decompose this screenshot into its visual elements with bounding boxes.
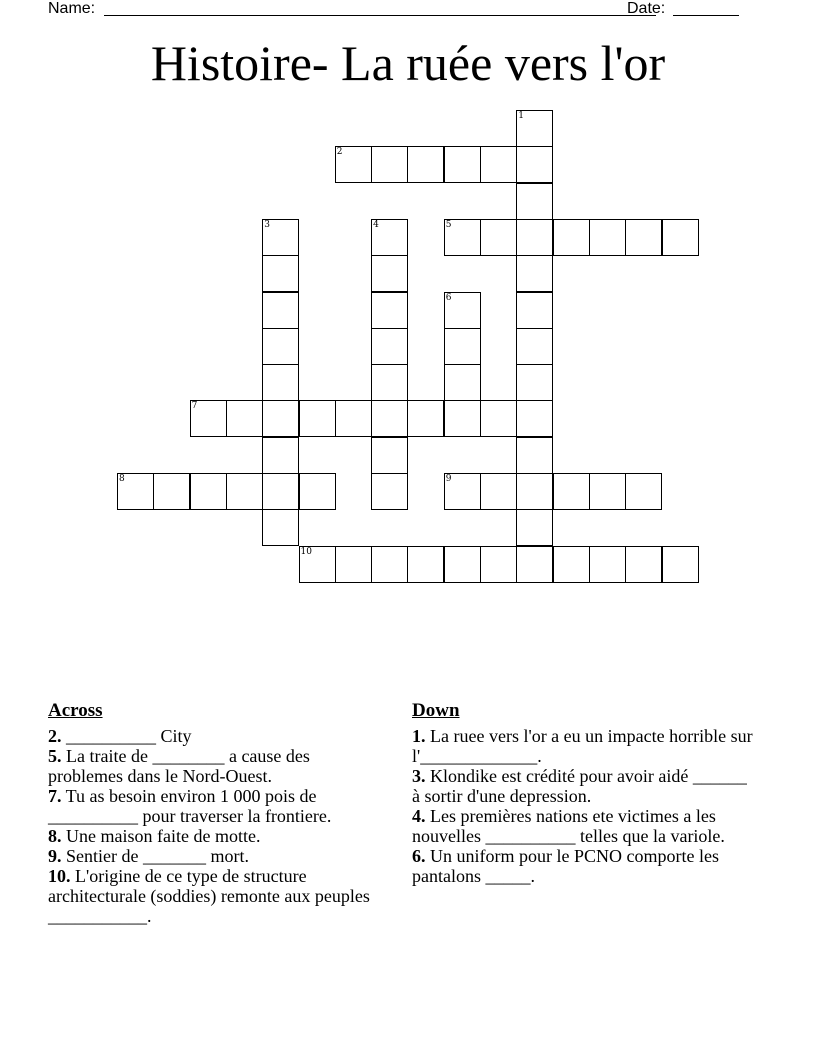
crossword-cell[interactable] xyxy=(262,328,299,365)
crossword-cell[interactable] xyxy=(589,219,626,256)
crossword-cell[interactable] xyxy=(516,146,553,183)
across-clue xyxy=(48,846,388,866)
clue-number: 1. xyxy=(412,726,426,746)
cell-number: 3 xyxy=(264,219,270,230)
cell-number: 1 xyxy=(518,111,525,121)
crossword-cell[interactable] xyxy=(444,546,481,583)
crossword-cell[interactable] xyxy=(480,219,517,256)
across-clue xyxy=(48,746,388,786)
across-clues xyxy=(48,700,388,926)
clue-text: Les premières nations ete victimes a les nouvelles __________ telles que la variole. xyxy=(412,806,725,846)
clue-text: La traite de ________ a cause des problemes dans le Nord-Ouest. xyxy=(48,746,310,786)
clue-number: 9. xyxy=(48,846,62,866)
crossword-cell[interactable] xyxy=(262,292,299,329)
cell-number: 8 xyxy=(119,474,125,484)
crossword-cell[interactable] xyxy=(625,546,662,583)
crossword-cell[interactable] xyxy=(444,292,481,329)
crossword-cell[interactable] xyxy=(153,473,190,510)
crossword-cell[interactable] xyxy=(516,364,553,401)
page-title: Histoire- La ruée vers l'or xyxy=(150,35,666,91)
down-heading: Down xyxy=(412,700,460,721)
cell-number: 10 xyxy=(300,546,312,557)
crossword-cell[interactable] xyxy=(371,400,408,437)
clue-number: 4. xyxy=(412,806,426,826)
crossword-cell[interactable] xyxy=(371,546,408,583)
crossword-cell[interactable] xyxy=(516,473,553,510)
clue-number: 7. xyxy=(48,786,62,806)
crossword-cell[interactable] xyxy=(444,473,481,510)
crossword-cell[interactable] xyxy=(262,509,299,546)
crossword-cell[interactable] xyxy=(625,473,662,510)
cell-number: 9 xyxy=(445,474,452,484)
clue-number: 8. xyxy=(48,826,62,846)
clue-text: __________ City xyxy=(61,726,192,746)
crossword-cell[interactable] xyxy=(516,437,553,474)
clue-number: 2. xyxy=(48,726,62,746)
cell-number: 6 xyxy=(445,292,452,303)
crossword-cell[interactable] xyxy=(299,546,336,583)
name-label: Name: xyxy=(48,0,96,17)
clue-number: 10. xyxy=(48,866,71,886)
clue-number: 3. xyxy=(412,766,426,786)
crossword-cell[interactable] xyxy=(625,219,662,256)
clue-number: 6. xyxy=(412,846,426,866)
crossword-cell[interactable] xyxy=(553,473,590,510)
clue-text: Tu as besoin environ 1 000 pois de __________ pour traverser la frontiere. xyxy=(48,786,332,826)
crossword-cell[interactable] xyxy=(516,219,553,256)
crossword-cell[interactable] xyxy=(444,400,481,437)
crossword-cell[interactable] xyxy=(262,219,299,256)
across-clue xyxy=(48,786,388,826)
crossword-cell[interactable] xyxy=(407,146,444,183)
crossword-cell[interactable] xyxy=(226,400,263,437)
clue-text: Une maison faite de motte. xyxy=(61,826,261,846)
crossword-cell[interactable] xyxy=(516,255,553,292)
crossword-cell[interactable] xyxy=(480,400,517,437)
crossword-cell[interactable] xyxy=(226,473,263,510)
across-heading: Across xyxy=(48,700,103,721)
crossword-cell[interactable] xyxy=(516,328,553,365)
crossword-cell[interactable] xyxy=(190,400,227,437)
cell-number: 4 xyxy=(373,219,379,230)
down-clue xyxy=(412,726,757,766)
crossword-cell[interactable] xyxy=(516,546,553,583)
crossword-cell[interactable] xyxy=(444,328,481,365)
across-clue xyxy=(48,826,388,846)
crossword-cell[interactable] xyxy=(335,400,372,437)
crossword-cell[interactable] xyxy=(371,473,408,510)
crossword-cell[interactable] xyxy=(371,364,408,401)
cell-number: 7 xyxy=(191,401,198,412)
crossword-cell[interactable] xyxy=(335,146,372,183)
cell-number: 2 xyxy=(336,147,343,158)
crossword-cell[interactable] xyxy=(444,364,481,401)
clue-text: L'origine de ce type de structure architecturale (soddies) remonte aux peuples ___________. xyxy=(48,866,370,926)
crossword-cell[interactable] xyxy=(299,400,336,437)
crossword-cell[interactable] xyxy=(589,473,626,510)
clue-number: 5. xyxy=(48,746,62,766)
crossword-cell[interactable] xyxy=(407,400,444,437)
crossword-cell[interactable] xyxy=(299,473,336,510)
crossword-cell[interactable] xyxy=(516,400,553,437)
crossword-cell[interactable] xyxy=(407,546,444,583)
crossword-cell[interactable] xyxy=(480,473,517,510)
crossword-cell[interactable] xyxy=(480,146,517,183)
crossword-cell[interactable] xyxy=(371,437,408,474)
date-label: Date: xyxy=(627,0,666,17)
crossword-cell[interactable] xyxy=(262,437,299,474)
crossword-cell[interactable] xyxy=(553,219,590,256)
clue-text: Un uniform pour le PCNO comporte les pantalons _____. xyxy=(412,846,719,886)
down-clue xyxy=(412,806,757,846)
clue-text: Sentier de _______ mort. xyxy=(61,846,249,866)
crossword-cell[interactable] xyxy=(480,546,517,583)
down-clue xyxy=(412,766,757,806)
cell-number: 5 xyxy=(445,219,452,230)
crossword-cell[interactable] xyxy=(516,292,553,329)
crossword-cell[interactable] xyxy=(262,473,299,510)
crossword-cell[interactable] xyxy=(335,546,372,583)
crossword-cell[interactable] xyxy=(371,146,408,183)
crossword-cell[interactable] xyxy=(371,328,408,365)
crossword-cell[interactable] xyxy=(262,255,299,292)
crossword-cell[interactable] xyxy=(516,110,553,147)
crossword-cell[interactable] xyxy=(589,546,626,583)
clue-text: Klondike est crédité pour avoir aidé ______ à sortir d'une depression. xyxy=(412,766,747,806)
crossword-cell[interactable] xyxy=(444,219,481,256)
crossword-cell[interactable] xyxy=(190,473,227,510)
crossword-cell[interactable] xyxy=(371,292,408,329)
crossword-cell[interactable] xyxy=(662,546,699,583)
crossword-cell[interactable] xyxy=(262,400,299,437)
crossword-cell[interactable] xyxy=(262,364,299,401)
crossword-cell[interactable] xyxy=(516,509,553,546)
clue-text: La ruee vers l'or a eu un impacte horrible sur l'_____________. xyxy=(412,726,753,766)
crossword-cell[interactable] xyxy=(371,219,408,256)
across-clue xyxy=(48,866,388,926)
down-clue xyxy=(412,846,757,886)
crossword-cell[interactable] xyxy=(371,255,408,292)
crossword-cell[interactable] xyxy=(444,146,481,183)
crossword-cell[interactable] xyxy=(553,546,590,583)
crossword-cell[interactable] xyxy=(516,183,553,220)
across-clue xyxy=(48,726,388,746)
crossword-cell[interactable] xyxy=(662,219,699,256)
crossword-cell[interactable] xyxy=(117,473,154,510)
down-clues xyxy=(412,700,757,886)
